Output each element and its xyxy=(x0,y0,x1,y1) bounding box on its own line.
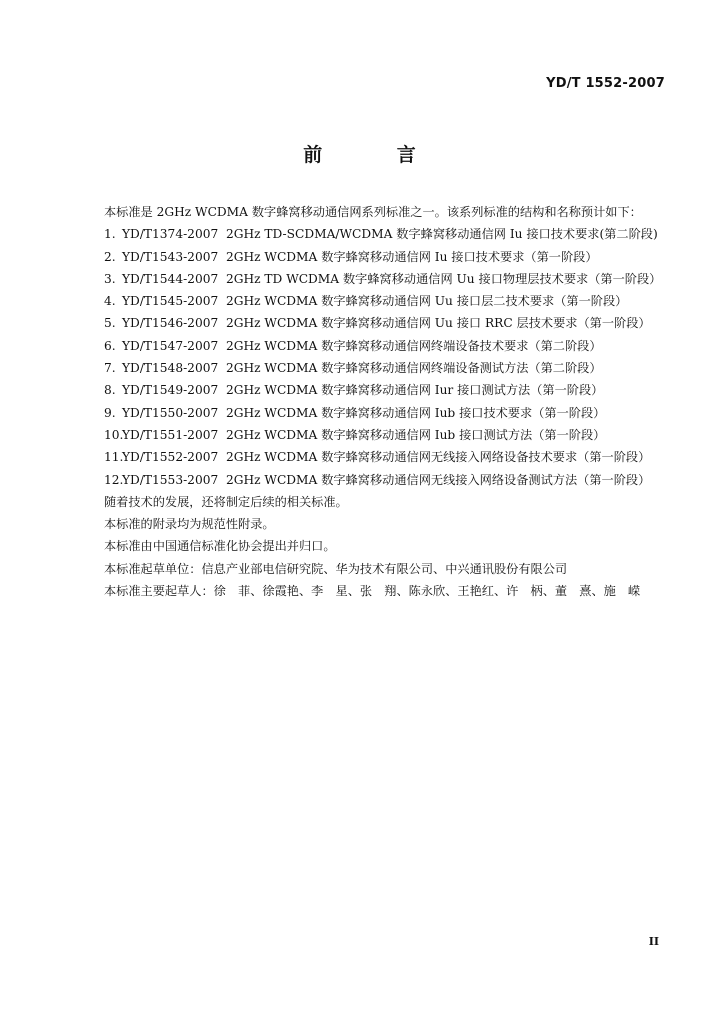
page-number: II xyxy=(648,935,659,948)
proposer-paragraph: 本标准由中国通信标准化协会提出并归口。 xyxy=(104,539,336,554)
future-standards-paragraph: 随着技术的发展，还将制定后续的相关标准。 xyxy=(104,494,348,509)
list-item xyxy=(104,424,674,446)
standard-title: 2GHz WCDMA 数字蜂窝移动通信网 Uu 接口 RRC 层技术要求（第一阶段） xyxy=(226,316,651,331)
item-number: 4. xyxy=(104,294,116,309)
list-item xyxy=(104,335,674,357)
standard-code: YD/T1374-2007 xyxy=(122,227,219,242)
item-number: 1. xyxy=(104,227,116,242)
standard-title: 2GHz WCDMA 数字蜂窝移动通信网 Iub 接口测试方法（第一阶段） xyxy=(226,427,606,442)
standard-title: 2GHz WCDMA 数字蜂窝移动通信网 Iur 接口测试方法（第一阶段） xyxy=(226,383,604,398)
document-code: YD/T 1552-2007 xyxy=(546,76,665,91)
standard-title: 2GHz WCDMA 数字蜂窝移动通信网无线接入网络设备技术要求（第一阶段） xyxy=(226,450,651,465)
standard-code: YD/T1546-2007 xyxy=(122,316,219,331)
standard-title: 2GHz WCDMA 数字蜂窝移动通信网 Iub 接口技术要求（第一阶段） xyxy=(226,405,606,420)
document-body xyxy=(104,201,674,602)
list-item xyxy=(104,268,674,290)
item-number: 10. xyxy=(104,427,124,442)
item-number: 2. xyxy=(104,249,116,264)
standard-code: YD/T1551-2007 xyxy=(122,427,219,442)
standard-code: YD/T1548-2007 xyxy=(122,361,219,376)
list-item xyxy=(104,357,674,379)
standard-code: YD/T1547-2007 xyxy=(122,338,219,353)
standard-title: 2GHz TD-SCDMA/WCDMA 数字蜂窝移动通信网 Iu 接口技术要求(第二阶段) xyxy=(226,227,658,242)
standard-code: YD/T1544-2007 xyxy=(122,271,219,286)
appendix-paragraph: 本标准的附录均为规范性附录。 xyxy=(104,517,275,532)
standard-code: YD/T1550-2007 xyxy=(122,405,219,420)
page-title: 前 言 xyxy=(303,144,450,166)
standard-title: 2GHz WCDMA 数字蜂窝移动通信网 Iu 接口技术要求（第一阶段） xyxy=(226,249,598,264)
drafters-paragraph: 本标准主要起草人：徐 菲、徐霞艳、李 星、张 翔、陈永欣、王艳红、许 柄、董 熹、施 嵘 xyxy=(104,584,641,599)
standard-title: 2GHz WCDMA 数字蜂窝移动通信网终端设备技术要求（第二阶段） xyxy=(226,338,602,353)
item-number: 6. xyxy=(104,338,116,353)
list-item xyxy=(104,290,674,312)
standard-code: YD/T1552-2007 xyxy=(122,450,219,465)
standard-title: 2GHz WCDMA 数字蜂窝移动通信网终端设备测试方法（第二阶段） xyxy=(226,361,602,376)
list-item xyxy=(104,312,674,334)
standard-code: YD/T1543-2007 xyxy=(122,249,219,264)
item-number: 7. xyxy=(104,361,116,376)
item-number: 9. xyxy=(104,405,116,420)
standard-code: YD/T1553-2007 xyxy=(122,472,219,487)
list-item xyxy=(104,223,674,245)
list-item xyxy=(104,402,674,424)
standard-title: 2GHz WCDMA 数字蜂窝移动通信网 Uu 接口层二技术要求（第一阶段） xyxy=(226,294,628,309)
list-item xyxy=(104,469,674,491)
standard-code: YD/T1549-2007 xyxy=(122,383,219,398)
standard-title: 2GHz TD WCDMA 数字蜂窝移动通信网 Uu 接口物理层技术要求（第一阶段） xyxy=(226,271,662,286)
item-number: 8. xyxy=(104,383,116,398)
list-item xyxy=(104,446,674,468)
item-number: 3. xyxy=(104,271,116,286)
intro-paragraph: 本标准是 2GHz WCDMA 数字蜂窝移动通信网系列标准之一。该系列标准的结构和名称预计如下： xyxy=(104,205,642,219)
item-number: 12. xyxy=(104,472,124,487)
standard-code: YD/T1545-2007 xyxy=(122,294,219,309)
item-number: 11. xyxy=(104,450,124,465)
standard-title: 2GHz WCDMA 数字蜂窝移动通信网无线接入网络设备测试方法（第一阶段） xyxy=(226,472,651,487)
list-item xyxy=(104,379,674,401)
item-number: 5. xyxy=(104,316,116,331)
drafting-units-paragraph: 本标准起草单位：信息产业部电信研究院、华为技术有限公司、中兴通讯股份有限公司 xyxy=(104,561,568,576)
list-item xyxy=(104,246,674,268)
